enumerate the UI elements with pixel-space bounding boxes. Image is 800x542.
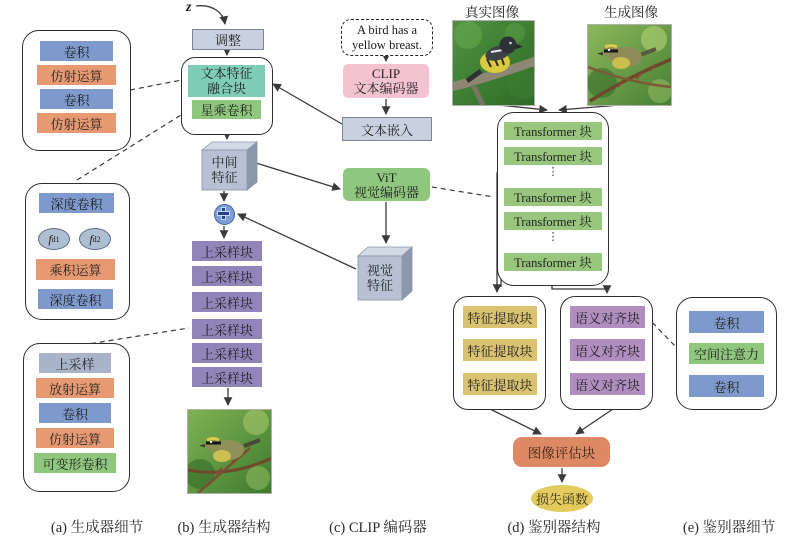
loss-function-node: 损失函数	[531, 485, 593, 512]
transformer-block: Transformer 块	[504, 188, 602, 206]
feature-extraction-block: 特征提取块	[463, 339, 537, 361]
clip-encoder-line1: CLIP	[371, 66, 401, 81]
f-d2-subscript: d2	[92, 234, 101, 244]
semantic-alignment-group	[560, 296, 653, 410]
product-op-block: 乘积运算	[36, 259, 115, 280]
fusion-group	[181, 57, 273, 135]
caption-c: (c) CLIP 编码器	[329, 520, 427, 536]
visual-feature-line2: 特征	[366, 278, 393, 293]
mid-feature-label	[202, 150, 247, 190]
generated-image	[587, 24, 672, 106]
caption-b: (b) 生成器结构	[177, 520, 271, 536]
discriminator-detail-group	[676, 297, 777, 410]
generated-image-label: 生成图像	[604, 5, 658, 20]
text-feature-fusion-block	[188, 65, 265, 97]
output-bird-image	[188, 410, 271, 493]
conv-block: 卷积	[689, 375, 764, 397]
ellipsis-dots: ⋮	[547, 231, 559, 243]
f-d2-node	[79, 228, 111, 250]
f-d1-node	[38, 228, 70, 250]
generator-detail-upsample-group	[23, 343, 130, 492]
mid-feature-line1: 中间	[211, 155, 238, 170]
prompt-line1: A bird has a	[356, 22, 418, 37]
upsample-stack-block: 上采样块	[192, 319, 262, 339]
add-icon	[214, 204, 235, 225]
star-conv-block: 星乘卷积	[192, 100, 261, 119]
real-bird-image	[453, 21, 534, 105]
visual-feature-cube	[357, 246, 413, 301]
clip-text-encoder-block	[343, 64, 429, 98]
mid-feature-line2: 特征	[211, 170, 238, 185]
radiate-op-block: 放射运算	[36, 378, 114, 398]
f-d1-label: f	[48, 231, 52, 246]
generator-detail-conv-group	[22, 30, 131, 151]
image-evaluation-block: 图像评估块	[513, 437, 610, 467]
semantic-alignment-block: 语义对齐块	[570, 306, 645, 328]
caption-e: (e) 鉴别器细节	[682, 520, 776, 536]
visual-feature-line1: 视觉	[366, 263, 393, 278]
vit-line1: ViT	[376, 169, 397, 185]
visual-feature-label	[358, 256, 402, 300]
depthwise-conv-block: 深度卷积	[39, 193, 114, 213]
feature-extraction-block: 特征提取块	[463, 306, 537, 328]
depthwise-conv-block: 深度卷积	[38, 289, 113, 309]
fusion-line1: 文本特征	[200, 66, 253, 81]
semantic-alignment-block: 语义对齐块	[570, 373, 645, 395]
text-embedding-block: 文本嵌入	[342, 117, 432, 141]
upsample-block: 上采样	[39, 353, 111, 373]
affine-op-block: 仿射运算	[37, 113, 116, 133]
vit-visual-encoder-block	[343, 168, 430, 201]
caption-a: (a) 生成器细节	[50, 520, 144, 536]
real-image-label: 真实图像	[465, 5, 519, 20]
affine-op-block: 仿射运算	[36, 428, 114, 448]
vit-line2: 视觉编码器	[353, 184, 419, 200]
ellipsis-dots: ⋮	[547, 166, 559, 178]
transformer-block: Transformer 块	[504, 147, 602, 165]
conv-block: 卷积	[39, 403, 111, 423]
upsample-stack-block: 上采样块	[192, 367, 262, 387]
transformer-block: Transformer 块	[504, 122, 602, 140]
prompt-line2: yellow breast.	[351, 37, 423, 52]
adjust-block: 调整	[192, 29, 264, 50]
feature-extraction-group	[453, 296, 546, 410]
generated-bird-image	[588, 25, 671, 105]
generator-output-image	[187, 409, 272, 494]
deformable-conv-block: 可变形卷积	[34, 453, 116, 473]
upsample-stack-block: 上采样块	[192, 241, 262, 261]
f-d2-label: f	[89, 231, 93, 246]
transformer-block: Transformer 块	[504, 253, 602, 271]
fusion-line2: 融合块	[206, 81, 246, 96]
semantic-alignment-block: 语义对齐块	[570, 339, 645, 361]
real-image	[452, 20, 535, 106]
generator-detail-depthconv-group	[25, 183, 130, 320]
spatial-attention-block: 空间注意力	[689, 343, 764, 364]
transformer-block: Transformer 块	[504, 212, 602, 230]
mid-feature-cube	[201, 141, 258, 191]
text-prompt-box	[341, 19, 433, 56]
clip-encoder-line2: 文本编码器	[353, 81, 419, 96]
feature-extraction-block: 特征提取块	[463, 373, 537, 395]
conv-block: 卷积	[40, 89, 113, 109]
add-icon-horizontal-bar	[218, 212, 229, 215]
affine-op-block: 仿射运算	[37, 65, 116, 85]
noise-z-label: z	[186, 0, 192, 15]
f-d1-subscript: d1	[51, 234, 60, 244]
upsample-stack-block: 上采样块	[192, 343, 262, 363]
conv-block: 卷积	[689, 311, 764, 333]
upsample-stack-block: 上采样块	[192, 266, 262, 286]
transformer-stack-group	[497, 112, 609, 286]
upsample-stack-block: 上采样块	[192, 292, 262, 312]
conv-block: 卷积	[40, 41, 113, 61]
caption-d: (d) 鉴别器结构	[507, 520, 601, 536]
